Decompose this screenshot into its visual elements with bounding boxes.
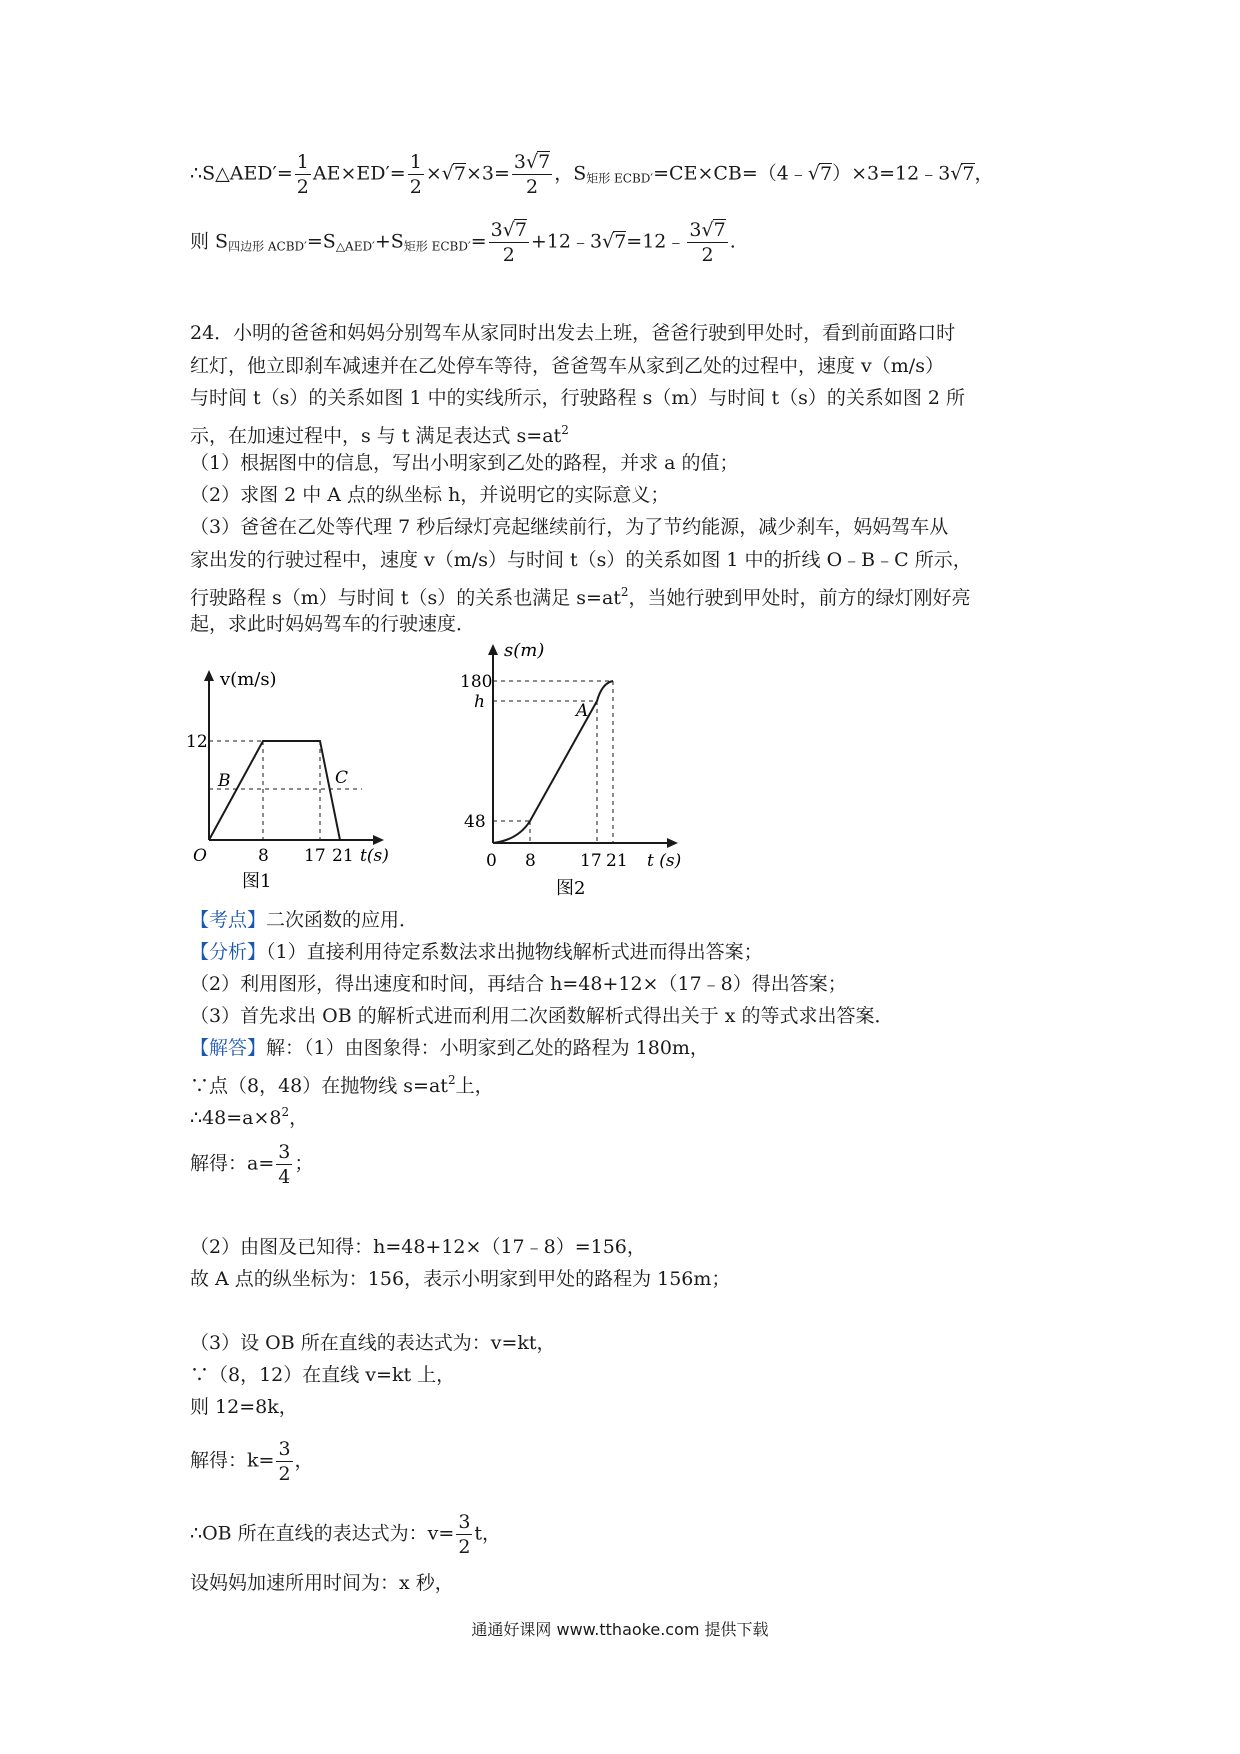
kaodian-tag: 【考点】 [190,909,267,931]
problem-line: （2）求图 2 中 A 点的纵坐标 h，并说明它的实际意义； [190,484,670,506]
formula-line-1: ∴S△AED′= $\frac{1}{2}$ AE×ED′= $\frac{1}{2}$ ×√7×3= $\frac{3√7}{2}$ ，$S_{矩形 ECBD'}=CE\times CB=(4﹣√7)\times 3=12﹣3√7$， [190,151,994,198]
fraction-denominator: 2 [502,244,515,266]
fraction-numerator: 1 [296,151,309,173]
solution-line [190,1097,308,1133]
fraction-denominator: 2 [525,176,539,198]
fraction-denominator: 2 [701,244,714,266]
x-axis-label: t(s) [360,846,389,866]
solution-text: ， [294,1449,314,1472]
sqrt-radicand: 7 [514,219,527,241]
solution-text: ∵点（8，48）在抛物线 s=at [190,1075,448,1097]
tick-label-21: 21 [606,851,628,871]
fraction [276,1140,292,1189]
solution-text: 解：（1）由图象得：小明家到乙处的路程为 180m， [266,1037,709,1059]
problem-text: 行驶路程 s（m）与时间 t（s）的关系也满足 s=at [190,587,621,609]
x-axis-label: t (s) [647,851,682,871]
y-axis-arrow [204,670,214,681]
distance-curve [493,681,613,843]
coef: 3 [689,219,702,241]
tick-label-17: 17 [580,851,602,871]
formula-text: ）×3=12﹣3 [832,162,951,185]
solution-text: ， [289,1107,309,1129]
fraction-numerator: 3 [278,1438,291,1460]
problem-line: 24．小明的爸爸和妈妈分别驾车从家同时出发去上班，爸爸行驶到甲处时，看到前面路口时 [190,322,956,344]
solution-line [190,1140,313,1189]
fraction [687,218,727,267]
origin-label: O [193,846,207,866]
tick-label-8: 8 [525,851,536,871]
formula-text: AE×ED′= [312,162,406,185]
solution-text: （1）直接利用待定系数法求出抛物线解析式进而得出答案； [266,941,763,963]
solution-line: 故 A 点的纵坐标为：156，表示小明家到甲处的路程为 156m； [190,1268,731,1290]
fraction-numerator: 3 [458,1511,471,1533]
y-axis-label: v(m/s) [220,669,277,690]
solution-line: （2）利用图形，得出速度和时间，再结合 h=48+12×（17﹣8）得出答案； [190,973,847,995]
point-b-label: B [218,771,231,791]
point-a-label: A [576,701,589,721]
figure-caption: 图1 [242,871,272,892]
figure-caption: 图2 [556,878,586,899]
fenxi-tag: 【分析】 [190,941,267,963]
fraction-numerator: 3√7 [490,219,527,241]
solution-text: 上， [455,1075,494,1097]
fraction [295,150,311,199]
problem-text: ，当她行驶到甲处时，前方的绿灯刚好亮 [628,587,971,609]
solution-text: ∴OB 所在直线的表达式为：v= [190,1522,455,1545]
fraction [276,1437,292,1486]
subscript: 矩形 ECBD′ [586,171,654,186]
solution-line: （3）首先求出 OB 的解析式进而利用二次函数解析式得出关于 x 的等式求出答案． [190,1005,894,1027]
problem-line [190,577,971,613]
formula-line-2: 则 $S_{四边形 ACBD'}=S_{\triangle AED'}+S_{矩形 ECBD'}=$ $\frac{3√7}{2}$ +12﹣3√7=12﹣ $\frac{3√7}{2}$ . [190,219,736,266]
fraction [456,1510,472,1559]
footer-watermark: 通通好课网 www.tthaoke.com 提供下载 [471,1620,769,1639]
tick-label-17: 17 [304,846,326,866]
formula-text: 则 S [190,230,229,253]
problem-line: 起，求此时妈妈驾车的行驶速度． [190,613,476,635]
superscript: 2 [281,1105,290,1119]
y-axis-label: s(m) [504,640,545,661]
tick-label-48: 48 [464,812,486,832]
problem-line: 家出发的行驶过程中，速度 v（m/s）与时间 t（s）的关系如图 1 中的折线 O﹣B﹣C 所示， [190,549,972,571]
solution-line [190,1065,494,1101]
fraction-denominator: 2 [458,1536,471,1558]
solution-text: 二次函数的应用． [266,909,419,931]
solution-line: 设妈妈加速所用时间为：x 秒， [190,1572,454,1594]
solution-text: 解得：a= [190,1152,275,1175]
tick-label-21: 21 [332,846,354,866]
fraction-numerator: 3 [278,1141,291,1163]
fraction-numerator: 3√7 [689,219,726,241]
y-axis-arrow [488,644,498,655]
solution-text: ； [294,1152,314,1175]
formula-text: +S [374,230,404,253]
solution-text: t， [474,1522,502,1545]
formula-text: = [470,230,487,253]
fraction-denominator: 2 [409,176,422,198]
formula-text: ∴S△AED′= [190,162,293,185]
subscript: 矩形 ECBD′ [403,239,471,254]
solution-text: ∴48=a×8 [190,1107,282,1129]
coef: 3 [490,219,503,241]
fenxi-line [190,937,763,967]
figure-1-velocity-graph [180,665,410,895]
fraction [512,150,552,199]
subscript: 四边形 ACBD′ [228,239,307,254]
fraction-denominator: 2 [296,176,309,198]
fraction [489,218,529,267]
sqrt-radicand: 7 [713,219,726,241]
sqrt-radicand: 7 [453,162,466,185]
tick-label-h: h [474,692,485,712]
fraction-numerator: 1 [409,151,422,173]
solution-line [190,1437,314,1486]
figure-2-distance-graph [450,640,710,910]
formula-text: ×3= [465,162,510,185]
problem-line: 红灯，他立即刹车减速并在乙处停车等待，爸爸驾车从家到乙处的过程中，速度 v（m/s） [190,355,944,377]
solution-line: （3）设 OB 所在直线的表达式为：v=kt， [190,1332,556,1354]
problem-text: 示，在加速过程中，s 与 t 满足表达式 s=at [190,425,562,447]
tick-label-12: 12 [186,732,208,752]
formula-text: . [729,230,736,253]
x-axis-arrow [667,838,678,848]
solution-line: 则 12=8k， [190,1396,298,1418]
subscript: △AED′ [335,239,375,254]
formula-text: × [425,162,442,185]
solution-text: 解得：k= [190,1449,275,1472]
solution-line: ∵（8，12）在直线 v=kt 上， [190,1364,456,1386]
tick-label-180: 180 [460,672,493,692]
kaodian-line [190,905,418,935]
problem-line: （3）爸爸在乙处等代理 7 秒后绿灯亮起继续前行，为了节约能源，减少刹车，妈妈驾车从 [190,516,949,538]
x-axis-arrow [373,835,384,845]
sqrt-radicand: 7 [820,162,833,185]
superscript: 2 [447,1073,456,1087]
solution-line: （2）由图及已知得：h=48+12×（17﹣8）=156， [190,1236,646,1258]
jieda-line [190,1033,709,1063]
formula-text: ， [974,162,994,185]
point-c-label: C [335,768,349,788]
formula-text: ，S [554,162,587,185]
problem-line: 与时间 t（s）的关系如图 1 中的实线所示，行驶路程 s（m）与时间 t（s）的关系如图 2 所 [190,387,965,409]
tick-label-8: 8 [258,846,269,866]
coef: 3 [513,151,526,173]
jieda-tag: 【解答】 [190,1037,267,1059]
formula-text: =CE×CB=（4﹣ [653,162,808,185]
solution-line [190,1510,501,1559]
superscript: 2 [620,585,629,599]
superscript: 2 [561,423,569,437]
formula-text: +12﹣3 [530,230,603,253]
sqrt-radicand: 7 [962,162,975,185]
sqrt-radicand: 7 [614,230,627,253]
sqrt-radicand: 7 [538,151,551,173]
problem-line: （1）根据图中的信息，写出小明家到乙处的路程，并求 a 的值； [190,452,739,474]
origin-label: 0 [486,851,497,871]
problem-line [190,415,569,451]
fraction-numerator: 3√7 [513,151,551,173]
fraction [408,150,424,199]
formula-text: =12﹣ [626,230,686,253]
fraction-denominator: 2 [278,1463,291,1485]
formula-text: =S [306,230,336,253]
fraction-denominator: 4 [278,1166,291,1188]
